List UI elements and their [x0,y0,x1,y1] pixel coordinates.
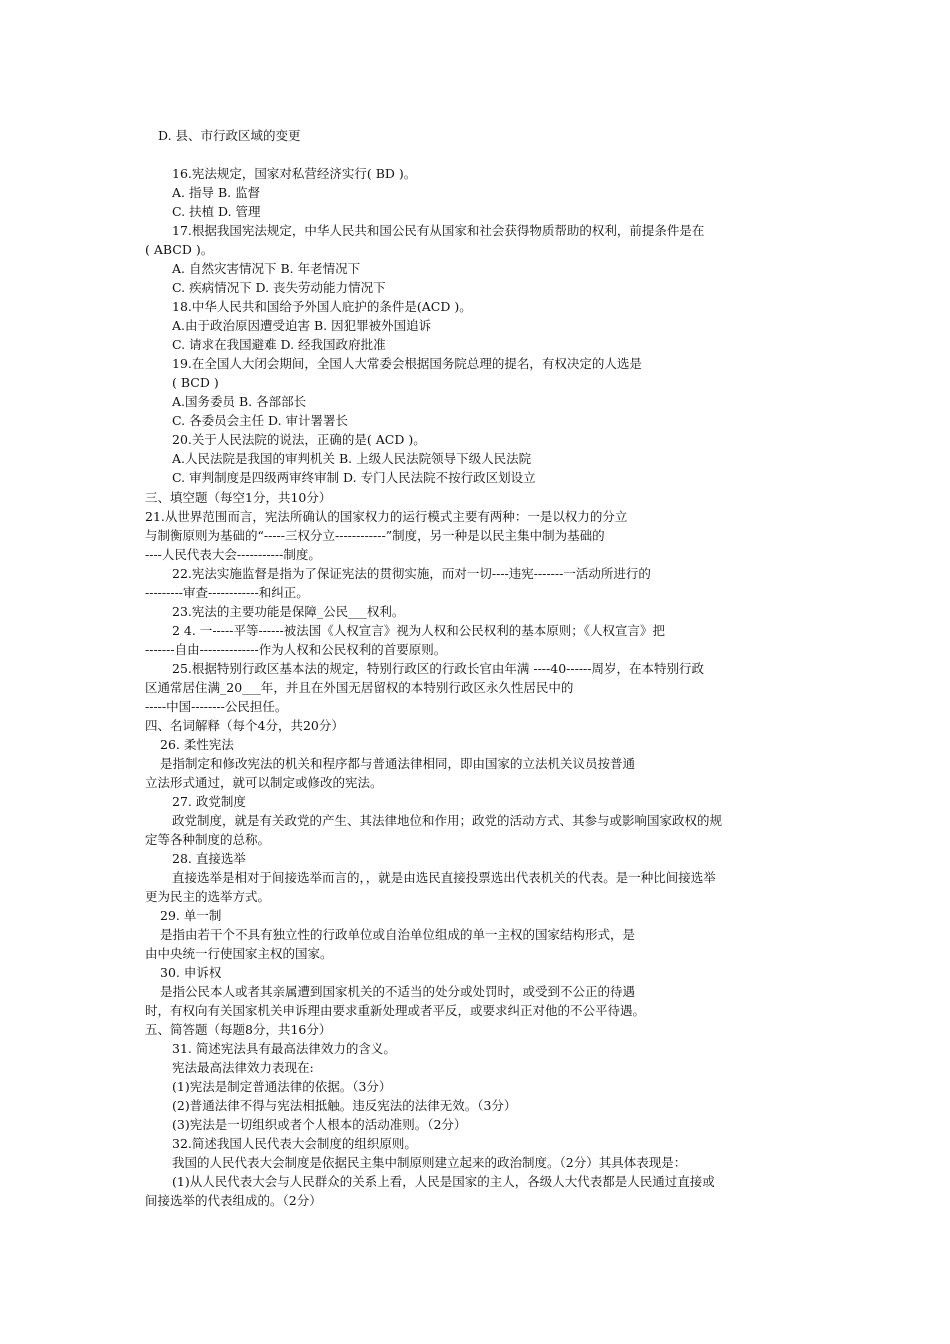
question-25: 25.根据特别行政区基本法的规定，特别行政区的行政长官由年满 ----40------周岁，在本特别行政 [172,661,704,676]
option-line: A.由于政治原因遭受迫害 B. 因犯罪被外国追诉 [172,318,432,333]
term-heading: 27. 政党制度 [172,794,246,809]
answer-line: (1)宪法是制定普通法律的依据。（3分） [172,1079,392,1094]
term-heading: 28. 直接选举 [172,851,246,866]
option-line: C. 各委员会主任 D. 审计署署长 [172,413,349,428]
term-definition: 由中央统一行使国家主权的国家。 [145,946,333,961]
term-heading: 30. 申诉权 [160,965,222,980]
term-definition: 立法形式通过，就可以制定或修改的宪法。 [145,775,383,790]
question-32: 32.简述我国人民代表大会制度的组织原则。 [172,1136,417,1151]
option-line: A.国务委员 B. 各部部长 [172,394,307,409]
question-19: 19.在全国人大闭会期间，全国人大常委会根据国务院总理的提名，有权决定的人选是 [172,356,642,371]
term-definition: 是指公民本人或者其亲属遭到国家机关的不适当的处分或处罚时，或受到不公正的待遇 [160,984,636,999]
term-definition: 时，有权向有关国家机关申诉理由要求重新处理或者平反，或要求纠正对他的不公平待遇。 [145,1003,646,1018]
term-definition: 直接选举是相对于间接选举而言的，，就是由选民直接投票选出代表机关的代表。是一种比间接选举 [172,870,716,885]
question-20: 20.关于人民法院的说法，正确的是( ACD )。 [172,432,426,447]
option-line: C. 扶植 D. 管理 [172,204,261,219]
section-heading-terms: 四、名词解释（每个4分，共20分） [145,718,344,733]
term-heading: 29. 单一制 [160,908,222,923]
question-22: 22.宪法实施监督是指为了保证宪法的贯彻实施，而对一切----违宪-------一活动所进行的 [172,566,651,581]
text-line: 区通常居住满_20___年，并且在外国无居留权的本特别行政区永久性居民中的 [145,680,574,695]
term-definition: 政党制度，就是有关政党的产生、其法律地位和作用；政党的活动方式、其参与或影响国家政权的规 [172,813,723,828]
question-21: 21.从世界范围而言，宪法所确认的国家权力的运行模式主要有两种：一是以权力的分立 [145,509,628,524]
answer-line: (2)普通法律不得与宪法相抵触。违反宪法的法律无效。（3分） [172,1098,517,1113]
option-line: C. 请求在我国避难 D. 经我国政府批准 [172,337,386,352]
question-18: 18.中华人民共和国给予外国人庇护的条件是(ACD )。 [172,299,472,314]
question-24: 2 4. 一-----平等------被法国《人权宣言》视为人权和公民权利的基本原则；《人权宣言》把 [172,623,666,638]
answer-line: 我国的人民代表大会制度是依据民主集中制原则建立起来的政治制度。（2分）其具体表现是： [172,1155,687,1170]
text-line: ----人民代表大会-----------制度。 [145,547,321,562]
term-definition: 是指由若干个不具有独立性的行政单位或自治单位组成的单一主权的国家结构形式，是 [160,927,636,942]
answer-line: ( ABCD )。 [145,242,214,257]
answer-line: (3)宪法是一切组织或者个人根本的活动准则。（2分） [172,1117,467,1132]
option-line: A.人民法院是我国的审判机关 B. 上级人民法院领导下级人民法院 [172,451,532,466]
option-line: A. 指导 B. 监督 [172,185,261,200]
option-line: C. 审判制度是四级两审终审制 D. 专门人民法院不按行政区划设立 [172,470,536,485]
text-line: -----中国--------公民担任。 [145,699,288,714]
option-line: A. 自然灾害情况下 B. 年老情况下 [172,261,361,276]
term-definition: 更为民主的选举方式。 [145,889,271,904]
answer-line: (1)从人民代表大会与人民群众的关系上看，人民是国家的主人，各级人大代表都是人民通过直接或 [172,1174,715,1189]
section-heading-fill-in: 三、填空题（每空1分，共10分） [145,490,332,505]
text-line: -------自由--------------作为人权和公民权利的首要原则。 [145,642,447,657]
text-line: ---------审查------------和纠正。 [145,585,309,600]
term-definition: 定等各种制度的总称。 [145,832,271,847]
term-heading: 26. 柔性宪法 [160,737,234,752]
answer-line: 间接选举的代表组成的。（2分） [145,1193,322,1208]
question-23: 23.宪法的主要功能是保障_公民___权利。 [172,604,405,619]
question-17: 17.根据我国宪法规定，中华人民共和国公民有从国家和社会获得物质帮助的权利，前提条件是在 [172,223,705,238]
question-16: 16.宪法规定，国家对私营经济实行( BD )。 [172,166,417,181]
section-heading-short-answer: 五、简答题（每题8分，共16分） [145,1022,332,1037]
text-line: 与制衡原则为基础的“-----三权分立------------”制度，另一种是以民主集中制为基础的 [145,528,605,543]
text-line: D. 县、市行政区域的变更 [158,128,301,143]
option-line: C. 疾病情况下 D. 丧失劳动能力情况下 [172,280,386,295]
answer-line: ( BCD ) [172,375,219,390]
question-31: 31. 简述宪法具有最高法律效力的含义。 [172,1041,396,1056]
term-definition: 是指制定和修改宪法的机关和程序都与普通法律相同，即由国家的立法机关议员按普通 [160,756,636,771]
answer-line: 宪法最高法律效力表现在: [172,1060,314,1075]
